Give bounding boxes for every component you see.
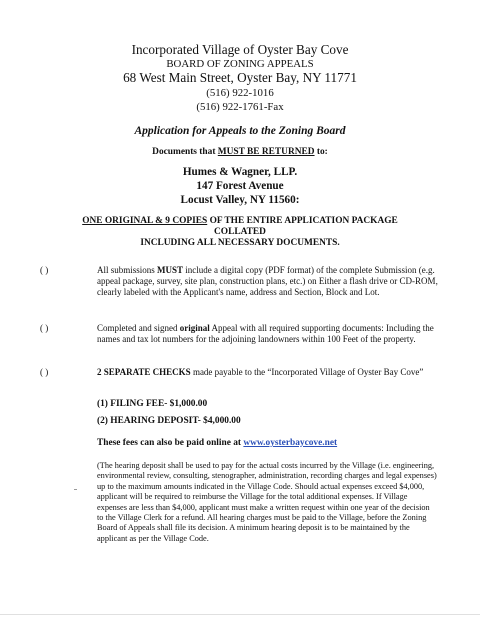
margin-mark <box>74 489 77 490</box>
recipient-street: 147 Forest Avenue <box>196 180 284 192</box>
fax-number: (516) 922-1761-Fax <box>196 101 284 113</box>
item-text-bold: MUST <box>157 265 184 275</box>
copies-count: ONE ORIGINAL & 9 COPIES <box>82 216 208 226</box>
copies-line-3: INCLUDING ALL NECESSARY DOCUMENTS. <box>140 238 340 248</box>
documents-prefix: Documents that <box>152 147 218 157</box>
item-text-post: include a digital copy (PDF format) of the complete Submission (e.g. appeal package, survey, site plan, construction plans, etc.) on Either a flash drive or CD-ROM, clearly labeled with the Applicant's name, address and Section, Block and Lot. <box>97 265 438 298</box>
board-name: BOARD OF ZONING APPEALS <box>166 58 314 70</box>
filing-fee: (1) FILING FEE- $1,000.00 <box>97 399 208 409</box>
must-be-returned: MUST BE RETURNED <box>217 147 315 157</box>
village-website-link[interactable]: www.oysterbaycove.net <box>243 438 338 448</box>
item-text-pre: All submissions <box>97 265 158 275</box>
copies-line-1 <box>0 216 480 226</box>
village-address: 68 West Main Street, Oyster Bay, NY 11771 <box>123 70 357 85</box>
item-text-bold: 2 SEPARATE CHECKS <box>97 367 191 377</box>
checkbox-marker[interactable]: ( ) <box>40 367 49 377</box>
online-payment-text: These fees can also be paid online at <box>97 438 244 448</box>
checkbox-marker[interactable]: ( ) <box>40 323 49 333</box>
recipient-city: Locust Valley, NY 11560: <box>180 194 300 206</box>
copies-rest: OF THE ENTIRE APPLICATION PACKAGE <box>207 216 398 226</box>
item-text-post: made payable to the “Incorporated Village of Oyster Bay Cove” <box>190 367 424 377</box>
copies-line-2: COLLATED <box>214 227 266 237</box>
checkbox-marker[interactable]: ( ) <box>40 265 49 275</box>
phone-number: (516) 922-1016 <box>206 87 274 99</box>
checklist-item-text <box>97 265 457 299</box>
application-title: Application for Appeals to the Zoning Board <box>134 125 346 137</box>
recipient-name: Humes & Wagner, LLP. <box>182 166 298 178</box>
documents-return-line <box>0 147 480 157</box>
hearing-deposit: (2) HEARING DEPOSIT- $4,000.00 <box>97 416 241 426</box>
page-edge-line <box>0 614 480 615</box>
documents-suffix: to: <box>314 147 328 157</box>
hearing-deposit-note: (The hearing deposit shall be used to pay for the actual costs incurred by the Village (i.e. engineering, environmental review, consulting, stenographer, administration, recording charges and legal expenses) up to the maximum amounts indicated in the Village Code. Should actual expenses exceed $4,000, applicant will be required to reimburse the Village for the total additional expenses. If Village expenses are less than $4,000, applicant must make a written request within one year of the decision to the Village Clerk for a refund. All hearing charges must be paid to the Village, before the Zoning Board of Appeals shall file its decision. A minimum hearing deposit is to be maintained by the applicant as per the Village Code. <box>97 461 437 543</box>
village-name: Incorporated Village of Oyster Bay Cove <box>131 42 349 57</box>
item-text-bold: original <box>179 323 210 333</box>
checklist-item-text <box>97 367 457 378</box>
online-payment-line <box>97 438 337 448</box>
item-text-post: Appeal with all required supporting documents: Including the names and tax lot numbers for the adjoining landowners within 100 Feet of the property. <box>97 323 434 345</box>
item-text-pre: Completed and signed <box>97 323 180 333</box>
checklist-item-text <box>97 323 457 345</box>
